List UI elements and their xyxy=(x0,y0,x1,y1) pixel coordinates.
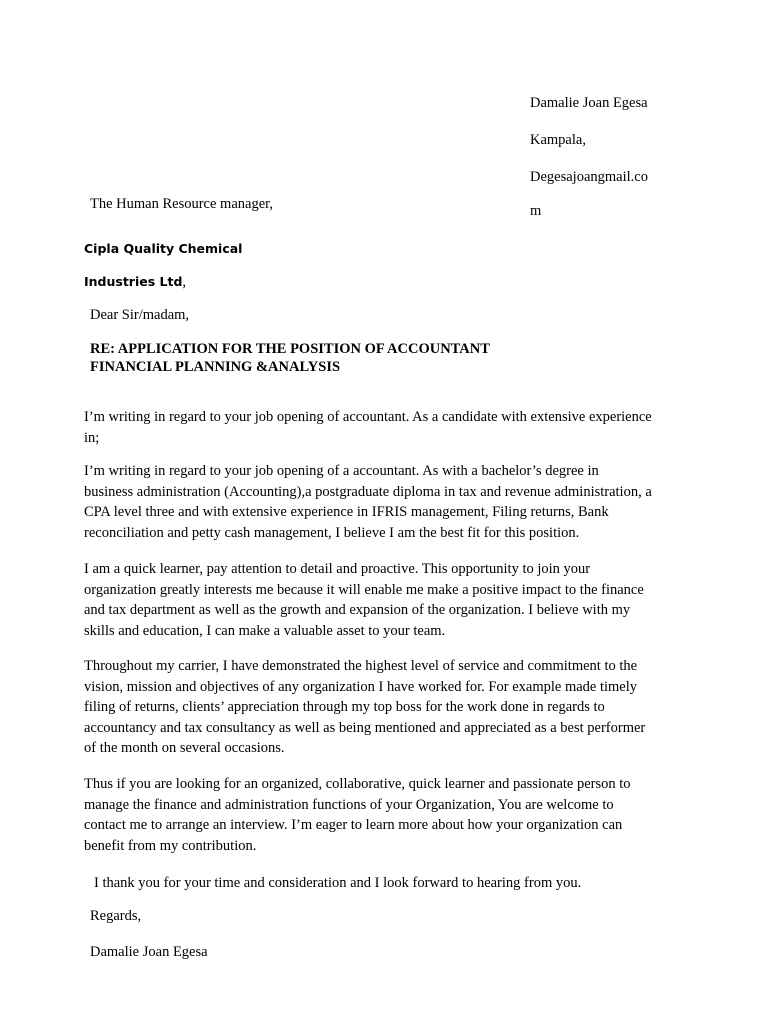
body-paragraph xyxy=(84,774,684,856)
paragraph-line: I’m writing in regard to your job opening of a accountant. As with a bachelor’s degree in xyxy=(84,463,599,479)
paragraph-line: I am a quick learner, pay attention to detail and proactive. This opportunity to join your xyxy=(84,561,591,577)
sender-city: Kampala, xyxy=(530,132,586,148)
sender-email-line2: m xyxy=(530,203,542,219)
salutation: Dear Sir/madam, xyxy=(90,307,190,323)
paragraph-line: business administration (Accounting),a postgraduate diploma in tax and revenue administration, a xyxy=(84,483,652,500)
sender-email-line1: Degesajoangmail.co xyxy=(530,169,648,185)
paragraph-line: reconciliation and petty cash management, I believe I am the best fit for this position. xyxy=(84,524,580,541)
recipient-title: The Human Resource manager, xyxy=(90,196,274,212)
paragraph-line: in; xyxy=(84,429,100,446)
paragraph-line: organization greatly interests me because it will enable me make a positive impact to the finance xyxy=(84,581,644,598)
body-paragraph xyxy=(84,407,684,448)
paragraph-line: I’m writing in regard to your job opening of accountant. As a candidate with extensive experience xyxy=(84,409,652,425)
paragraph-line: benefit from my contribution. xyxy=(84,837,257,854)
paragraph-line: Throughout my carrier, I have demonstrated the highest level of service and commitment to the xyxy=(84,658,638,674)
closing-thanks: I thank you for your time and consideration and I look forward to hearing from you. xyxy=(94,875,582,891)
paragraph-line: of the month on several occasions. xyxy=(84,740,285,756)
company-name-comma: , xyxy=(182,274,187,290)
body-paragraph xyxy=(84,656,684,759)
paragraph-line: skills and education, I can make a valuable asset to your team. xyxy=(84,622,446,639)
paragraph-line: manage the finance and administration functions of your Organization, You are welcome to xyxy=(84,796,614,813)
paragraph-line: and tax department as well as the growth and expansion of the organization. I believe with my xyxy=(84,602,631,618)
company-name-part: Industries Ltd xyxy=(84,274,183,289)
paragraph-line: vision, mission and objectives of any organization I have worked for. For example made timely xyxy=(84,678,638,695)
paragraph-line: accountancy and tax consultancy as well as being mentioned and appreciated as a best performer xyxy=(84,719,646,736)
subject-line-2: FINANCIAL PLANNING &ANALYSIS xyxy=(90,359,341,375)
recipient-company-line1: Cipla Quality Chemical xyxy=(84,241,243,256)
body-paragraph xyxy=(84,461,684,543)
paragraph-line: contact me to arrange an interview. I’m eager to learn more about how your organization can xyxy=(84,817,623,833)
paragraph-line: filing of returns, clients’ appreciation through my top boss for the work done in regards to xyxy=(84,699,605,715)
subject-line-1: RE: APPLICATION FOR THE POSITION OF ACCOUNTANT xyxy=(90,341,490,357)
sender-name: Damalie Joan Egesa xyxy=(530,95,648,111)
paragraph-line: CPA level three and with extensive experience in IFRIS management, Filing returns, Bank xyxy=(84,504,609,520)
recipient-company-line2 xyxy=(84,273,186,291)
body-paragraph xyxy=(84,559,684,641)
paragraph-line: Thus if you are looking for an organized, collaborative, quick learner and passionate person to xyxy=(84,776,631,792)
closing-regards: Regards, xyxy=(90,908,142,924)
signature-name: Damalie Joan Egesa xyxy=(90,944,208,960)
